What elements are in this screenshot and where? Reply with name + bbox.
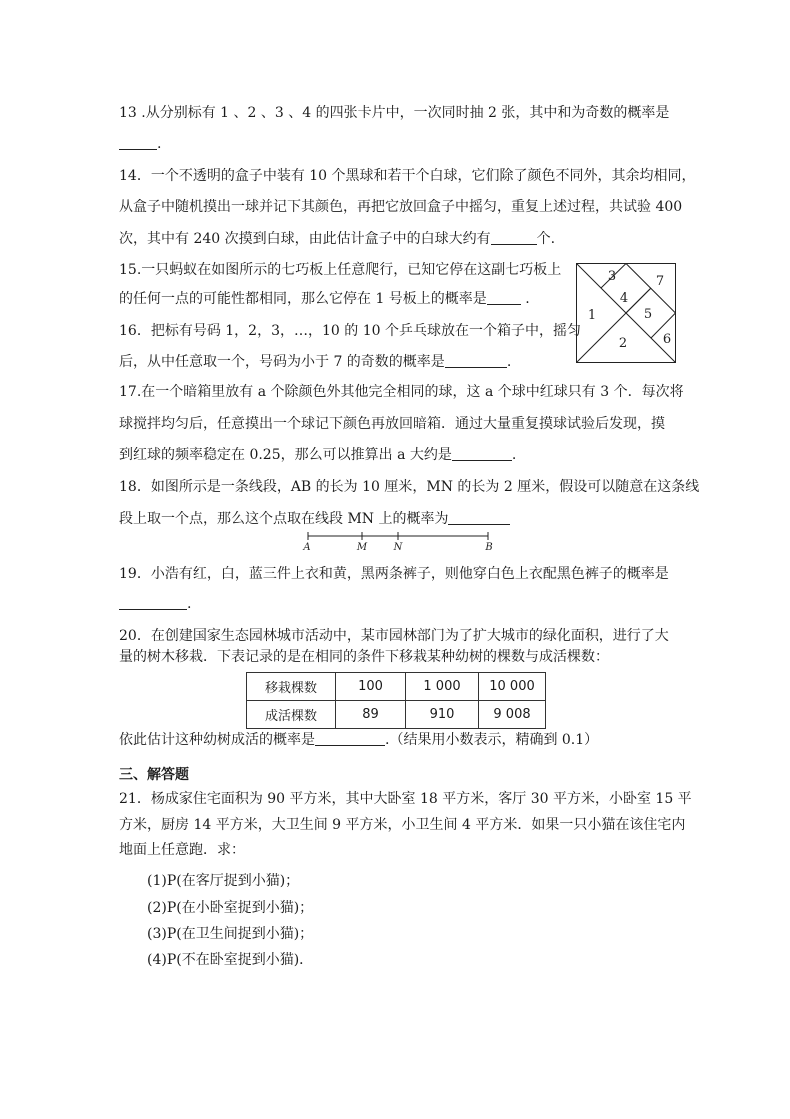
table-cell: 10 000 xyxy=(479,673,546,701)
q21-line3: 地面上任意跑．求： xyxy=(119,842,245,858)
q14-line2: 从盒子中随机摸出一球并记下其颜色，再把它放回盒子中摇匀，重复上述过程，共试验 400 xyxy=(119,199,683,215)
q20-line1: 20．在创建国家生态园林城市活动中，某市园林部门为了扩大城市的绿化面积，进行了大 xyxy=(119,628,669,644)
q13-line1: 13 .从分别标有 1 、2 、3 、4 的四张卡片中，一次同时抽 2 张，其中和为奇数的概率是 xyxy=(119,105,670,121)
q16-answer-blank xyxy=(445,353,507,368)
tangram-label-2: 2 xyxy=(618,336,628,351)
tangram-label-7: 7 xyxy=(655,274,665,289)
q15-line1: 15.一只蚂蚁在如图所示的七巧板上任意爬行，已知它停在这副七巧板上 xyxy=(119,262,562,278)
q21-line2: 方米，厨房 14 平方米，大卫生间 9 平方米，小卫生间 4 平方米．如果一只小猫在该住宅内 xyxy=(119,817,686,833)
q13-line2-tail: . xyxy=(157,136,162,152)
table-cell: 89 xyxy=(336,701,406,729)
table-row xyxy=(247,673,546,701)
q15-answer-blank xyxy=(487,290,521,305)
q20-line3-pre: 依此估计这种幼树成活的概率是 xyxy=(119,732,315,748)
q15-line2-post: . xyxy=(525,291,530,307)
table-cell: 移栽棵数 xyxy=(247,673,336,701)
q19-answer-blank xyxy=(119,595,187,610)
label-m: M xyxy=(356,542,368,552)
q14-line3-pre: 次，其中有 240 次摸到白球，由此估计盒子中的白球大约有 xyxy=(119,231,491,247)
q21-line1: 21．杨成家住宅面积为 90 平方米，其中大卧室 18 平方米，客厅 30 平方米，小卧室 15 平 xyxy=(119,791,692,807)
q20-line2: 量的树木移栽．下表记录的是在相同的条件下移栽某种幼树的棵数与成活棵数： xyxy=(119,649,609,665)
q14-line3 xyxy=(119,229,555,249)
q19-line2 xyxy=(119,594,191,614)
q20-answer-blank xyxy=(315,731,385,746)
tangram-label-5: 5 xyxy=(643,307,653,322)
q21-part-4: (4)P(不在卧室捉到小猫)． xyxy=(147,952,314,968)
q17-line3 xyxy=(119,445,516,465)
q20-line3 xyxy=(119,730,598,750)
q19-line1: 19．小浩有红，白，蓝三件上衣和黄，黑两条裤子，则他穿白色上衣配黑色裤子的概率是 xyxy=(119,566,669,582)
q18-line2-text: 段上取一个点，那么这个点取在线段 MN 上的概率为 xyxy=(119,511,449,527)
label-n: N xyxy=(393,542,403,552)
tangram-label-4: 4 xyxy=(619,291,629,306)
q14-answer-blank xyxy=(491,230,537,245)
segment-figure xyxy=(300,530,496,552)
q17-line3-pre: 到红球的频率稳定在 0.25，那么可以推算出 a 大约是 xyxy=(119,447,452,463)
q17-line2: 球搅拌均匀后，任意摸出一个球记下颜色再放回暗箱．通过大量重复摸球试验后发现，摸 xyxy=(119,416,665,432)
survival-table xyxy=(246,672,546,729)
q16-line2-post: . xyxy=(506,354,512,370)
q21-part-1: (1)P(在客厅捉到小猫)； xyxy=(147,873,300,889)
section-title: 三、解答题 xyxy=(119,767,189,783)
q20-line3-post: .（结果用小数表示，精确到 0.1） xyxy=(385,732,599,748)
q13-line2 xyxy=(119,134,161,154)
tangram-label-1: 1 xyxy=(587,308,597,323)
q18-line2 xyxy=(119,509,510,529)
q21-part-2: (2)P(在小卧室捉到小猫)； xyxy=(147,900,314,916)
label-a: A xyxy=(303,542,311,552)
table-cell: 9 008 xyxy=(479,701,546,729)
q18-answer-blank xyxy=(448,510,510,525)
label-b: B xyxy=(485,542,493,552)
q19-line2-tail: . xyxy=(187,596,192,612)
table-cell: 100 xyxy=(336,673,406,701)
q21-part-3: (3)P(在卫生间捉到小猫)； xyxy=(147,926,314,942)
tangram-label-6: 6 xyxy=(662,332,672,347)
q16-line2-pre: 后，从中任意取一个，号码为小于 7 的奇数的概率是 xyxy=(119,354,445,370)
q15-line2-pre: 的任何一点的可能性都相同，那么它停在 1 号板上的概率是 xyxy=(119,291,487,307)
q14-line3-post: 个. xyxy=(536,231,556,247)
tangram-label-3: 3 xyxy=(607,269,617,284)
q17-answer-blank xyxy=(452,446,512,461)
table-cell: 910 xyxy=(406,701,479,729)
table-cell: 1 000 xyxy=(406,673,479,701)
q14-line1: 14．一个不透明的盒子中装有 10 个黑球和若干个白球，它们除了颜色不同外，其余均相同， xyxy=(119,168,696,184)
q17-line3-post: . xyxy=(511,447,517,463)
tangram-figure xyxy=(576,263,676,363)
table-cell: 成活棵数 xyxy=(247,701,336,729)
table-row xyxy=(247,701,546,729)
q16-line2 xyxy=(119,352,511,372)
q18-line1: 18．如图所示是一条线段，AB 的长为 10 厘米，MN 的长为 2 厘米，假设可以随意在这条线 xyxy=(119,479,700,495)
q16-line1: 16．把标有号码 1，2，3，…，10 的 10 个乒乓球放在一个箱子中，摇匀 xyxy=(119,323,581,339)
q13-answer-blank xyxy=(119,135,157,150)
q17-line1: 17.在一个暗箱里放有 a 个除颜色外其他完全相同的球，这 a 个球中红球只有 3 个．每次将 xyxy=(119,384,684,400)
q15-line2 xyxy=(119,289,530,309)
